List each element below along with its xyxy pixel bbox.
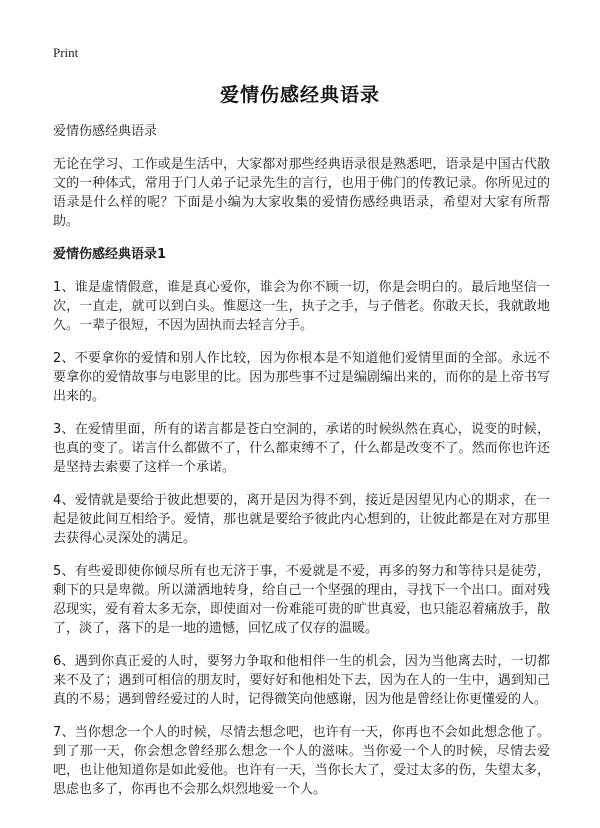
- intro-paragraph: 无论在学习、工作或是生活中，大家都对那些经典语录很是熟悉吧，语录是中国古代散文的一种体式，常用于门人弟子记录先生的言行，也用于佛门的传教记录。你所见过的语录是什么样的呢？下面是小编为大家收集的爱情伤感经典语录，希望对大家有所帮助。: [53, 157, 550, 229]
- quote-paragraph-2: 2、不要拿你的爱情和别人作比较，因为你根本是不知道他们爱情里面的全部。永远不要拿你的爱情故事与电影里的比。因为那些事不过是编剧编出来的，而你的是上帝书写出来的。: [53, 351, 550, 404]
- page-title: 爱情伤感经典语录: [219, 84, 380, 106]
- section-heading: 爱情伤感经典语录1: [53, 247, 167, 262]
- article-subtitle: 爱情伤感经典语录: [53, 124, 158, 139]
- quote-paragraph-6: 6、遇到你真正爱的人时，要努力争取和他相伴一生的机会，因为当他离去时，一切都来不及了；遇到可相信的朋友时，要好好和他相处下去，因为在人的一生中，遇到知己真的不易；遇到曾经爱过的人时，记得微笑向他感谢，因为他是曾经让你更懂爱的人。: [53, 654, 550, 707]
- article-body: [53, 122, 550, 813]
- quote-paragraph-3: 3、在爱情里面，所有的诺言都是苍白空洞的，承诺的时候纵然在真心，说变的时候，也真的变了。诺言什么都做不了，什么都束缚不了，什么都是改变不了。然而你也许还是坚持去索要了这样一个承诺。: [53, 422, 550, 475]
- quote-paragraph-4: 4、爱情就是要给于彼此想要的，离开是因为得不到，接近是因望见内心的期求，在一起是彼此间互相给予。爱情，那也就是要给予彼此内心想到的，让彼此都是在对方那里去获得心灵深处的满足。: [53, 493, 550, 546]
- quote-paragraph-1: 1、谁是虚情假意，谁是真心爱你，谁会为你不顾一切，你是会明白的。最后地坚信一次，一直走，就可以到白头。惟愿这一生，执子之手，与子偕老。你敢天长，我就敢地久。一辈子很短，不因为固执而去轻言分手。: [53, 280, 550, 333]
- print-link[interactable]: Print: [53, 45, 79, 60]
- quote-paragraph-7: 7、当你想念一个人的时候，尽情去想念吧，也许有一天，你再也不会如此想念他了。到了那一天，你会想念曾经那么想念一个人的滋味。当你爱一个人的时候，尽情去爱吧，也让他知道你是如此爱他。也许有一天，当你长大了，受过太多的伤，失望太多，思虑也多了，你再也不会那么炽烈地爱一个人。: [53, 725, 550, 797]
- quote-paragraph-5: 5、有些爱即使你倾尽所有也无济于事，不爱就是不爱，再多的努力和等待只是徒劳，剩下的只是卑微。所以潇洒地转身，给自己一个坚强的理由，寻找下一个出口。面对残忍现实，爱有着太多无奈，即使面对一份难能可贵的旷世真爱，也只能忍着痛放手，散了，淡了，落下的是一地的遗憾，回忆成了仅存的温暖。: [53, 564, 550, 636]
